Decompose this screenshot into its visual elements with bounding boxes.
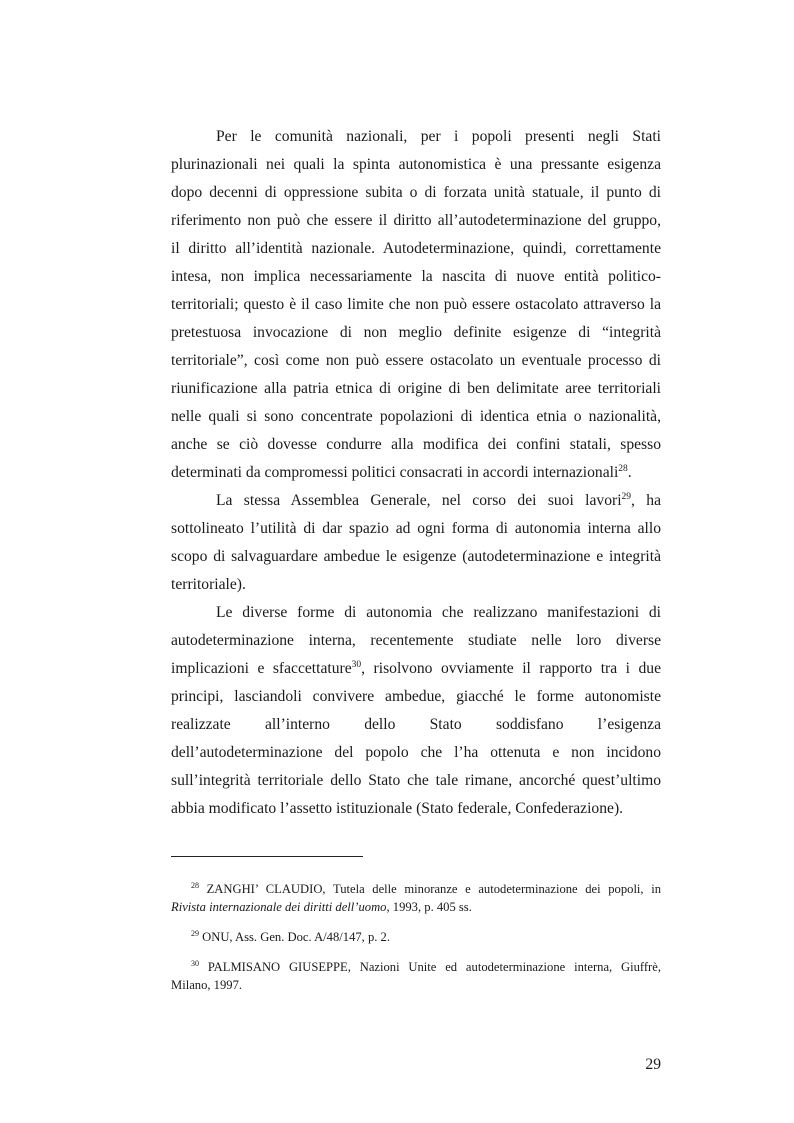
footnote-30-text: PALMISANO GIUSEPPE, Nazioni Unite ed autodeterminazione interna, Giuffrè,: [199, 960, 661, 974]
paragraph-1-line: intesa, non implica necessariamente la nascita di nuove entità politico-: [171, 268, 661, 285]
footnote-ref-29[interactable]: 29: [621, 492, 632, 502]
paragraph-3-line: realizzate all’interno dello Stato soddisfano l’esigenza: [171, 716, 661, 733]
footnote-ref-30[interactable]: 30: [351, 660, 362, 670]
paragraph-1-last-text: determinati da compromessi politici consacrati in accordi internazionali: [171, 464, 619, 481]
paragraph-2-last-line: territoriale).: [171, 576, 246, 593]
footnote-29-text: ONU, Ass. Gen. Doc. A/48/147, p. 2.: [199, 930, 391, 944]
footnote-28-details: , 1993, p. 405 ss.: [386, 900, 472, 914]
paragraph-1-line: territoriali; questo è il caso limite che non può essere ostacolato attraverso la: [171, 296, 661, 313]
paragraph-1-line: riferimento non può che essere il diritto all’autodeterminazione del gruppo,: [171, 212, 661, 229]
paragraph-1-line: il diritto all’identità nazionale. Autodeterminazione, quindi, correttamente: [171, 240, 661, 257]
footnote-28-journal: Rivista internazionale dei diritti dell’uomo: [171, 900, 387, 914]
paragraph-3-line-text-a: implicazioni e sfaccettature: [171, 660, 352, 677]
footnote-28-mark: 28: [191, 881, 199, 890]
footnote-ref-28[interactable]: 28: [618, 464, 628, 474]
paragraph-3-line: sull’integrità territoriale dello Stato che tale rimane, ancorché quest’ultimo: [171, 772, 661, 789]
paragraph-1-line: riunificazione alla patria etnica di origine di ben delimitate aree territoriali: [171, 380, 661, 397]
paragraph-1-line: pretestuosa invocazione di non meglio definite esigenze di “integrità: [171, 324, 661, 341]
paragraph-3-line: [171, 659, 661, 679]
paragraph-3-line: autodeterminazione interna, recentemente studiate nelle loro diverse: [171, 632, 661, 649]
paragraph-3-line-text-b: , risolvono ovviamente il rapporto tra i due: [361, 660, 661, 677]
paragraph-2-first-line: [216, 491, 661, 511]
paragraph-1-line: territoriale”, così come non può essere ostacolato un eventuale processo di: [171, 352, 661, 369]
footnote-28-line-2: [171, 898, 661, 916]
footnote-30-mark: 30: [191, 959, 199, 968]
footnote-29: [191, 928, 661, 946]
paragraph-3-last-line: abbia modificato l’assetto istituzionale (Stato federale, Confederazione).: [171, 800, 624, 817]
paragraph-2-line: scopo di salvaguardare ambedue le esigenze (autodeterminazione e integrità: [171, 548, 661, 565]
paragraph-3-first-line: Le diverse forme di autonomia che realizzano manifestazioni di: [216, 604, 661, 621]
paragraph-3-line: dell’autodeterminazione del popolo che l’ha ottenuta e non incidono: [171, 744, 661, 761]
paragraph-2-line: sottolineato l’utilità di dar spazio ad ogni forma di autonomia interna allo: [171, 520, 661, 537]
paragraph-1-line: anche se ciò dovesse condurre alla modifica dei confini statali, spesso: [171, 436, 661, 453]
paragraph-2-first-end: , ha: [631, 492, 661, 509]
paragraph-1-line: plurinazionali nei quali la spinta autonomistica è una pressante esigenza: [171, 156, 661, 173]
paragraph-1-last-line: [171, 463, 661, 483]
paragraph-3-line: principi, lasciandoli convivere ambedue, giacché le forme autonomiste: [171, 688, 661, 705]
paragraph-1-line: nelle quali si sono concentrate popolazioni di identica etnia o nazionalità,: [171, 408, 661, 425]
paragraph-1-line: dopo decenni di oppressione subita o di forzata unità statuale, il punto di: [171, 184, 661, 201]
footnote-30-line: [191, 958, 661, 976]
footnote-28-text: ZANGHI’ CLAUDIO, Tutela delle minoranze e autodeterminazione dei popoli, in: [199, 882, 661, 896]
paragraph-1-last-end: .: [627, 464, 632, 481]
page-number: 29: [645, 1056, 661, 1073]
paragraph-1-line: Per le comunità nazionali, per i popoli presenti negli Stati: [216, 128, 661, 145]
footnote-29-mark: 29: [191, 929, 199, 938]
footnote-30-line-2: Milano, 1997.: [171, 978, 243, 992]
paragraph-2-first-text: La stessa Assemblea Generale, nel corso dei suoi lavori: [216, 492, 622, 509]
footnote-separator: [171, 856, 363, 857]
footnote-28-line: [191, 880, 661, 898]
